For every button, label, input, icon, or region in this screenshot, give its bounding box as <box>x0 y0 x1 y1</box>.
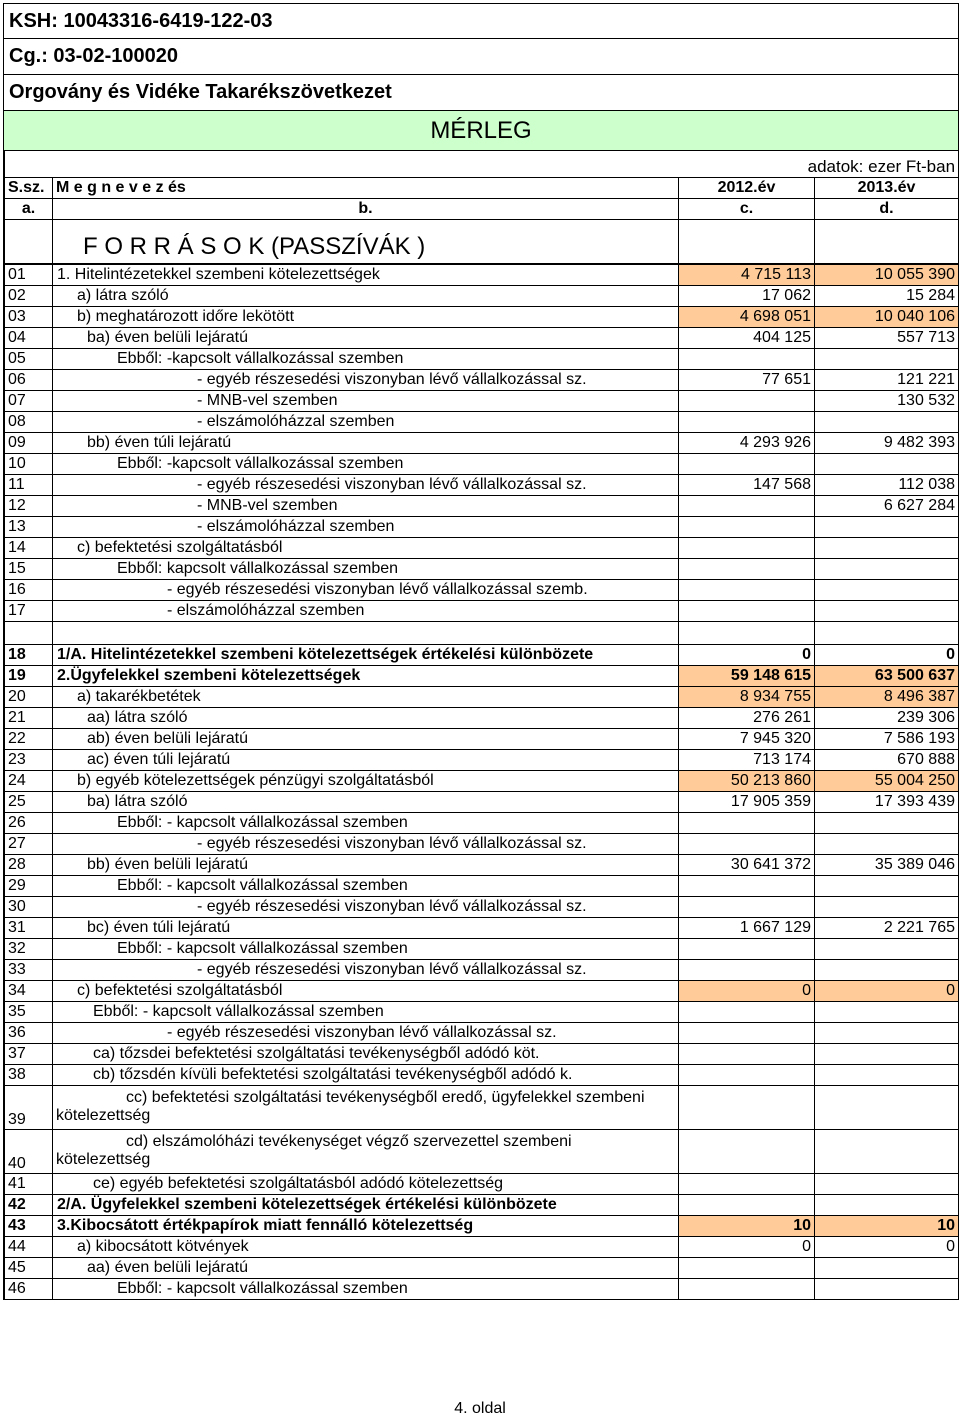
table-row <box>5 516 959 537</box>
ksh-number: KSH: 10043316-6419-122-03 <box>4 3 958 39</box>
table-row <box>5 1236 959 1257</box>
row-label: b) egyéb kötelezettségek pénzügyi szolgáltatásból <box>53 770 679 791</box>
gap-row <box>4 622 959 644</box>
table-row <box>5 770 959 791</box>
row-number: 24 <box>5 770 53 791</box>
value-2013: 8 496 387 <box>815 686 959 707</box>
row-number: 13 <box>5 516 53 537</box>
row-number: 21 <box>5 707 53 728</box>
row-label: - elszámolóházzal szemben <box>53 411 679 432</box>
row-label: - egyéb részesedési viszonyban lévő vállalkozással sz. <box>53 833 679 854</box>
value-2012: 713 174 <box>679 749 815 770</box>
row-label: - elszámolóházzal szemben <box>53 516 679 537</box>
column-header-table <box>4 151 959 264</box>
spacer-cell <box>815 231 959 263</box>
spacer-cell <box>679 219 815 231</box>
row-label: Ebből: - kapcsolt vállalkozással szemben <box>53 1001 679 1022</box>
value-2013 <box>815 579 959 600</box>
spacer-cell <box>815 219 959 231</box>
row-number: 45 <box>5 1257 53 1278</box>
value-2013 <box>815 558 959 579</box>
value-2013: 557 713 <box>815 327 959 348</box>
table-row <box>5 1257 959 1278</box>
value-2013 <box>815 600 959 621</box>
row-number: 25 <box>5 791 53 812</box>
value-2012 <box>679 938 815 959</box>
table-row <box>5 327 959 348</box>
row-number: 37 <box>5 1043 53 1064</box>
value-2013 <box>815 516 959 537</box>
table-row <box>5 1064 959 1085</box>
table-row <box>5 875 959 896</box>
row-label: - elszámolóházzal szemben <box>53 600 679 621</box>
value-2012: 30 641 372 <box>679 854 815 875</box>
row-label: 2.Ügyfelekkel szembeni kötelezettségek <box>53 665 679 686</box>
value-2013 <box>815 1022 959 1043</box>
table-row <box>5 980 959 1001</box>
value-2012 <box>679 1001 815 1022</box>
row-number: 43 <box>5 1215 53 1236</box>
row-number: 15 <box>5 558 53 579</box>
value-2013 <box>815 1064 959 1085</box>
table-row <box>5 749 959 770</box>
row-label: 1/A. Hitelintézetekkel szembeni kötelezettségek értékelési különbözete <box>53 644 679 665</box>
value-2013 <box>815 833 959 854</box>
table-row <box>5 686 959 707</box>
table-row <box>5 959 959 980</box>
value-2013: 7 586 193 <box>815 728 959 749</box>
row-number: 33 <box>5 959 53 980</box>
table-row <box>5 854 959 875</box>
value-2012 <box>679 1257 815 1278</box>
value-2012: 0 <box>679 980 815 1001</box>
value-2013: 670 888 <box>815 749 959 770</box>
value-2012 <box>679 390 815 411</box>
table-row <box>5 791 959 812</box>
row-number: 17 <box>5 600 53 621</box>
col-header-2013: 2013.év <box>815 177 959 198</box>
value-2013: 55 004 250 <box>815 770 959 791</box>
value-2013: 0 <box>815 980 959 1001</box>
value-2012: 0 <box>679 644 815 665</box>
table-row <box>5 264 959 285</box>
row-number: 04 <box>5 327 53 348</box>
row-label: bc) éven túli lejáratú <box>53 917 679 938</box>
table-row <box>5 728 959 749</box>
table-row <box>5 1215 959 1236</box>
table-row <box>5 348 959 369</box>
table-row <box>5 938 959 959</box>
table-row <box>5 285 959 306</box>
col-letter-c: c. <box>679 198 815 219</box>
company-registry-number: Cg.: 03-02-100020 <box>4 39 958 75</box>
table-row <box>5 558 959 579</box>
page-number: 4. oldal <box>454 1400 506 1417</box>
row-label-line1: cc) befektetési szolgáltatási tevékenységből eredő, ügyfelekkel szembeni <box>126 1089 645 1106</box>
value-2012: 4 293 926 <box>679 432 815 453</box>
table-row <box>5 1022 959 1043</box>
value-2012 <box>679 1173 815 1194</box>
row-label: - egyéb részesedési viszonyban lévő vállalkozással sz. <box>53 959 679 980</box>
value-2012: 4 715 113 <box>679 264 815 285</box>
value-2012 <box>679 495 815 516</box>
row-number: 40 <box>5 1129 53 1173</box>
row-label: b) meghatározott időre lekötött <box>53 306 679 327</box>
row-number: 26 <box>5 812 53 833</box>
value-2012: 404 125 <box>679 327 815 348</box>
table-row <box>5 1194 959 1215</box>
row-label: Ebből: - kapcsolt vállalkozással szemben <box>53 875 679 896</box>
row-label: 1. Hitelintézetekkel szembeni kötelezettségek <box>53 264 679 285</box>
table-row <box>5 537 959 558</box>
col-header-ssz: S.sz. <box>5 177 53 198</box>
row-number: 44 <box>5 1236 53 1257</box>
row-number: 08 <box>5 411 53 432</box>
row-label: ce) egyéb befektetési szolgáltatásból adódó kötelezettség <box>53 1173 679 1194</box>
row-label: - egyéb részesedési viszonyban lévő vállalkozással szemb. <box>53 579 679 600</box>
row-number: 32 <box>5 938 53 959</box>
liabilities-table-1 <box>4 264 959 622</box>
row-label: ab) éven belüli lejáratú <box>53 728 679 749</box>
value-2012 <box>679 896 815 917</box>
value-2013: 15 284 <box>815 285 959 306</box>
value-2013 <box>815 1129 959 1173</box>
row-label: - egyéb részesedési viszonyban lévő vállalkozással sz. <box>53 369 679 390</box>
value-2013: 2 221 765 <box>815 917 959 938</box>
table-row <box>5 833 959 854</box>
value-2012 <box>679 812 815 833</box>
value-2013 <box>815 812 959 833</box>
value-2013: 0 <box>815 1236 959 1257</box>
value-2012: 59 148 615 <box>679 665 815 686</box>
row-label <box>53 1085 679 1129</box>
value-2013: 10 055 390 <box>815 264 959 285</box>
value-2012 <box>679 1194 815 1215</box>
value-2012 <box>679 1129 815 1173</box>
row-label: - MNB-vel szemben <box>53 495 679 516</box>
value-2012 <box>679 516 815 537</box>
row-number: 29 <box>5 875 53 896</box>
value-2013 <box>815 1085 959 1129</box>
page-title: MÉRLEG <box>4 111 958 151</box>
row-number: 30 <box>5 896 53 917</box>
row-label-line2: kötelezettség <box>56 1151 151 1168</box>
spacer-cell <box>5 231 53 263</box>
table-row <box>5 1001 959 1022</box>
col-letter-b: b. <box>53 198 679 219</box>
table-row <box>5 1129 959 1173</box>
value-2012: 1 667 129 <box>679 917 815 938</box>
row-label: ac) éven túli lejáratú <box>53 749 679 770</box>
row-number: 09 <box>5 432 53 453</box>
value-2013: 10 <box>815 1215 959 1236</box>
value-2013 <box>815 1173 959 1194</box>
value-2012: 7 945 320 <box>679 728 815 749</box>
table-row <box>5 707 959 728</box>
value-2012 <box>679 453 815 474</box>
table-row <box>5 453 959 474</box>
row-number: 05 <box>5 348 53 369</box>
value-2013: 239 306 <box>815 707 959 728</box>
row-number: 28 <box>5 854 53 875</box>
value-2012 <box>679 348 815 369</box>
row-label: bb) éven belüli lejáratú <box>53 854 679 875</box>
table-row <box>5 495 959 516</box>
row-label: - egyéb részesedési viszonyban lévő vállalkozással sz. <box>53 1022 679 1043</box>
row-label: Ebből: - kapcsolt vállalkozással szemben <box>53 938 679 959</box>
row-number: 12 <box>5 495 53 516</box>
row-label: 2/A. Ügyfelekkel szembeni kötelezettségek értékelési különbözete <box>53 1194 679 1215</box>
row-number: 38 <box>5 1064 53 1085</box>
row-label-line1: cd) elszámolóházi tevékenységet végző szervezettel szembeni <box>126 1133 572 1150</box>
table-row <box>5 600 959 621</box>
table-row <box>5 917 959 938</box>
row-number: 36 <box>5 1022 53 1043</box>
balance-sheet <box>3 3 959 1300</box>
row-label: a) látra szóló <box>53 285 679 306</box>
row-number: 16 <box>5 579 53 600</box>
table-row <box>5 1043 959 1064</box>
value-2012 <box>679 537 815 558</box>
table-row <box>5 644 959 665</box>
row-label: - MNB-vel szemben <box>53 390 679 411</box>
value-2013 <box>815 938 959 959</box>
row-number: 02 <box>5 285 53 306</box>
value-2013 <box>815 1043 959 1064</box>
row-number: 23 <box>5 749 53 770</box>
value-2013 <box>815 537 959 558</box>
table-row <box>5 369 959 390</box>
value-2013 <box>815 411 959 432</box>
spacer-cell <box>5 622 53 644</box>
value-2013 <box>815 896 959 917</box>
value-2012 <box>679 558 815 579</box>
table-row <box>5 390 959 411</box>
value-2012: 276 261 <box>679 707 815 728</box>
value-2012 <box>679 600 815 621</box>
row-number: 39 <box>5 1085 53 1129</box>
spacer-cell <box>815 622 959 644</box>
row-label: cb) tőzsdén kívüli befektetési szolgáltatási tevékenységből adódó k. <box>53 1064 679 1085</box>
value-2013: 6 627 284 <box>815 495 959 516</box>
value-2012 <box>679 1043 815 1064</box>
table-row <box>5 665 959 686</box>
row-label: a) kibocsátott kötvények <box>53 1236 679 1257</box>
value-2012: 77 651 <box>679 369 815 390</box>
row-number: 19 <box>5 665 53 686</box>
value-2013: 35 389 046 <box>815 854 959 875</box>
row-label: c) befektetési szolgáltatásból <box>53 537 679 558</box>
row-number: 03 <box>5 306 53 327</box>
table-row <box>5 1085 959 1129</box>
value-2012 <box>679 833 815 854</box>
table-row <box>5 896 959 917</box>
liabilities-table-2 <box>4 644 959 1300</box>
unit-note: adatok: ezer Ft-ban <box>5 151 959 177</box>
value-2012 <box>679 411 815 432</box>
row-label: ca) tőzsdei befektetési szolgáltatási tevékenységből adódó köt. <box>53 1043 679 1064</box>
row-number: 01 <box>5 264 53 285</box>
row-number: 14 <box>5 537 53 558</box>
value-2013: 10 040 106 <box>815 306 959 327</box>
row-label: 3.Kibocsátott értékpapírok miatt fennálló kötelezettség <box>53 1215 679 1236</box>
value-2012 <box>679 1022 815 1043</box>
row-label <box>53 1129 679 1173</box>
row-label: Ebből: kapcsolt vállalkozással szemben <box>53 558 679 579</box>
value-2012: 147 568 <box>679 474 815 495</box>
value-2012: 17 062 <box>679 285 815 306</box>
col-letter-d: d. <box>815 198 959 219</box>
value-2012: 0 <box>679 1236 815 1257</box>
table-row <box>5 1173 959 1194</box>
row-label: - egyéb részesedési viszonyban lévő vállalkozással sz. <box>53 896 679 917</box>
row-label-line2: kötelezettség <box>56 1107 151 1124</box>
col-letter-a: a. <box>5 198 53 219</box>
row-label: Ebből: -kapcsolt vállalkozással szemben <box>53 348 679 369</box>
value-2013 <box>815 1257 959 1278</box>
row-label: - egyéb részesedési viszonyban lévő vállalkozással sz. <box>53 474 679 495</box>
value-2013 <box>815 1194 959 1215</box>
row-label: bb) éven túli lejáratú <box>53 432 679 453</box>
value-2012: 50 213 860 <box>679 770 815 791</box>
row-number: 46 <box>5 1278 53 1299</box>
value-2012: 10 <box>679 1215 815 1236</box>
row-number: 11 <box>5 474 53 495</box>
value-2013 <box>815 1001 959 1022</box>
row-number: 41 <box>5 1173 53 1194</box>
row-number: 27 <box>5 833 53 854</box>
spacer-cell <box>5 219 53 231</box>
value-2012 <box>679 959 815 980</box>
row-label: Ebből: - kapcsolt vállalkozással szemben <box>53 812 679 833</box>
table-row <box>5 1278 959 1299</box>
value-2013: 17 393 439 <box>815 791 959 812</box>
col-header-name: M e g n e v e z és <box>53 177 679 198</box>
value-2013 <box>815 959 959 980</box>
value-2013: 9 482 393 <box>815 432 959 453</box>
row-number: 06 <box>5 369 53 390</box>
row-label: Ebből: - kapcsolt vállalkozással szemben <box>53 1278 679 1299</box>
value-2012: 4 698 051 <box>679 306 815 327</box>
value-2013 <box>815 1278 959 1299</box>
value-2013: 121 221 <box>815 369 959 390</box>
table-row <box>5 474 959 495</box>
value-2013 <box>815 875 959 896</box>
row-label: aa) éven belüli lejáratú <box>53 1257 679 1278</box>
value-2013 <box>815 453 959 474</box>
value-2013: 112 038 <box>815 474 959 495</box>
row-label: c) befektetési szolgáltatásból <box>53 980 679 1001</box>
value-2013: 130 532 <box>815 390 959 411</box>
value-2012 <box>679 1278 815 1299</box>
value-2012 <box>679 1064 815 1085</box>
spacer-cell <box>679 622 815 644</box>
row-number: 18 <box>5 644 53 665</box>
row-number: 34 <box>5 980 53 1001</box>
table-row <box>5 306 959 327</box>
value-2013 <box>815 348 959 369</box>
value-2012 <box>679 1085 815 1129</box>
row-number: 07 <box>5 390 53 411</box>
row-label: ba) látra szóló <box>53 791 679 812</box>
spacer-cell <box>679 231 815 263</box>
row-label: Ebből: -kapcsolt vállalkozással szemben <box>53 453 679 474</box>
spacer-cell <box>53 622 679 644</box>
table-row <box>5 432 959 453</box>
row-number: 42 <box>5 1194 53 1215</box>
table-row <box>5 812 959 833</box>
row-label: aa) látra szóló <box>53 707 679 728</box>
table-row <box>5 411 959 432</box>
row-number: 35 <box>5 1001 53 1022</box>
spacer-cell <box>53 219 679 231</box>
value-2013: 0 <box>815 644 959 665</box>
row-number: 20 <box>5 686 53 707</box>
row-label: ba) éven belüli lejáratú <box>53 327 679 348</box>
row-label: a) takarékbetétek <box>53 686 679 707</box>
row-number: 31 <box>5 917 53 938</box>
table-row <box>5 579 959 600</box>
col-header-2012: 2012.év <box>679 177 815 198</box>
row-number: 10 <box>5 453 53 474</box>
organization-name: Orgovány és Vidéke Takarékszövetkezet <box>4 75 958 111</box>
value-2012: 8 934 755 <box>679 686 815 707</box>
row-number: 22 <box>5 728 53 749</box>
value-2013: 63 500 637 <box>815 665 959 686</box>
value-2012 <box>679 579 815 600</box>
value-2012: 17 905 359 <box>679 791 815 812</box>
section-title: F O R R Á S O K (PASSZÍVÁK ) <box>53 231 679 263</box>
value-2012 <box>679 875 815 896</box>
